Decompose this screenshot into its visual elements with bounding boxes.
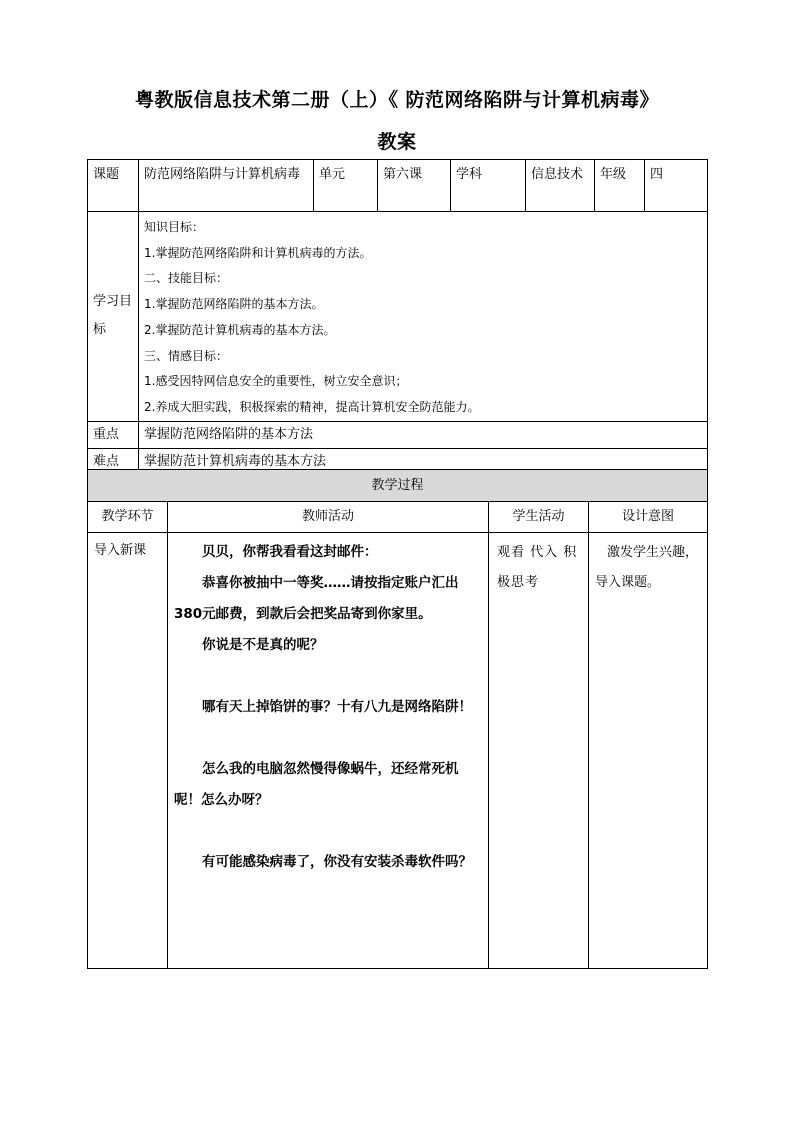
document-subtitle: 教案 xyxy=(377,131,417,153)
objective-line: 2.掌握防范计算机病毒的基本方法。 xyxy=(144,322,336,337)
column-header-student: 学生活动 xyxy=(489,502,589,533)
topic-label: 课题 xyxy=(88,160,139,212)
teacher-line: 有可能感染病毒了，你没有安装杀毒软件吗？ xyxy=(202,854,472,870)
section-title: 教学过程 xyxy=(88,470,708,502)
objective-line: 三、情感目标： xyxy=(144,348,229,363)
section-title-row xyxy=(88,470,708,502)
objective-line: 1.掌握防范网络陷阱和计算机病毒的方法。 xyxy=(144,245,372,260)
teacher-line: 怎么我的电脑忽然慢得像蜗牛，还经常死机呢！怎么办呀？ xyxy=(174,761,459,808)
objectives-content xyxy=(139,212,708,422)
objectives-label: 学习目标 xyxy=(88,212,139,422)
teacher-activity-cell xyxy=(168,533,489,969)
teacher-line: 你说是不是真的呢？ xyxy=(202,637,324,653)
teacher-line: 哪有天上掉馅饼的事？十有八九是网络陷阱！ xyxy=(202,699,472,715)
difficulty-value: 掌握防范计算机病毒的基本方法 xyxy=(139,448,708,476)
objective-line: 二、技能目标： xyxy=(144,271,229,286)
grade-value: 四 xyxy=(645,160,708,212)
objective-line: 2.养成大胆实践，积极探索的精神，提高计算机安全防范能力。 xyxy=(144,399,480,414)
stage-cell: 导入新课 xyxy=(88,533,168,969)
table-row xyxy=(88,533,708,969)
unit-value: 第六课 xyxy=(378,160,451,212)
column-header-row xyxy=(88,502,708,533)
key-point-value: 掌握防范网络陷阱的基本方法 xyxy=(139,421,708,448)
column-header-stage: 教学环节 xyxy=(88,502,168,533)
design-intent-cell: 激发学生兴趣，导入课题。 xyxy=(589,533,708,969)
document-title: 粤教版信息技术第二册（上）《 防范网络陷阱与计算机病毒》 xyxy=(134,89,660,111)
subject-value: 信息技术 xyxy=(526,160,595,212)
key-point-label: 重点 xyxy=(88,421,139,448)
column-header-teacher: 教师活动 xyxy=(168,502,489,533)
objective-line: 1.感受因特网信息安全的重要性，树立安全意识； xyxy=(144,374,408,389)
subject-label: 学科 xyxy=(451,160,526,212)
difficulty-label: 难点 xyxy=(88,448,139,476)
key-point-row xyxy=(88,421,708,448)
teacher-line: 恭喜你被抽中一等奖……请按指定账户汇出380元邮费，到款后会把奖品寄到你家里。 xyxy=(174,575,459,622)
column-header-intent: 设计意图 xyxy=(589,502,708,533)
objective-line: 知识目标： xyxy=(144,220,205,234)
topic-value: 防范网络陷阱与计算机病毒 xyxy=(139,160,314,212)
lesson-info-table xyxy=(87,159,708,477)
student-activity-cell: 观看 代入 积极思考 xyxy=(489,533,589,969)
header-row xyxy=(88,160,708,212)
teaching-process-table xyxy=(87,469,708,969)
unit-label: 单元 xyxy=(314,160,378,212)
teacher-line: 贝贝，你帮我看看这封邮件： xyxy=(202,544,378,560)
objective-line: 1.掌握防范网络陷阱的基本方法。 xyxy=(144,297,324,312)
objectives-row xyxy=(88,212,708,422)
grade-label: 年级 xyxy=(595,160,645,212)
